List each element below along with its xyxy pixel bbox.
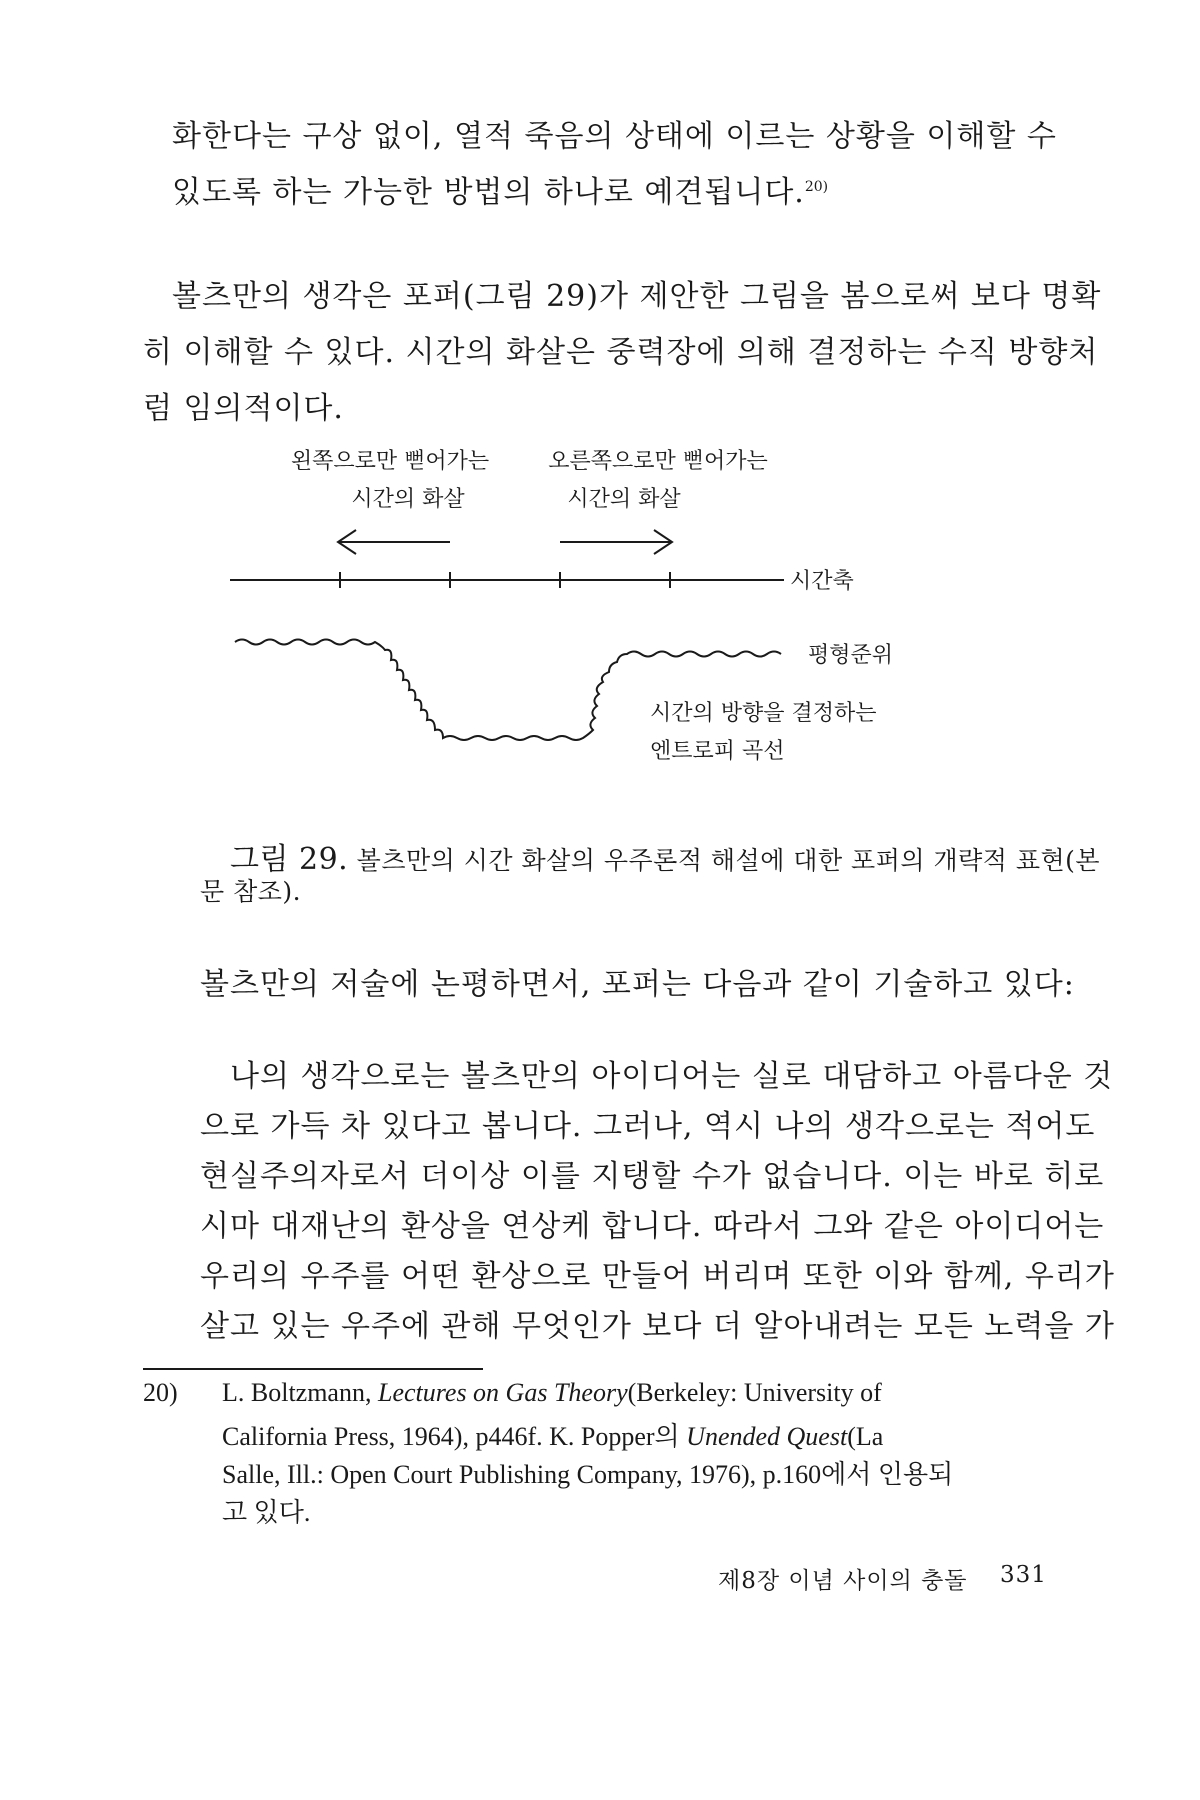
footnote-author: L. Boltzmann,: [222, 1378, 372, 1407]
footnote-line-4: 고 있다.: [222, 1498, 311, 1527]
footnote-book-title-1: Lectures on Gas Theory: [377, 1378, 628, 1407]
footnote-book-title-2: Unended Quest: [686, 1422, 848, 1451]
paragraph-2-line-2: 히 이해할 수 있다. 시간의 화살은 중력장에 의해 결정하는 수직 방향처: [143, 335, 1099, 370]
quote-line-1: 나의 생각으로는 볼츠만의 아이디어는 실로 대담하고 아름다운 것: [230, 1059, 1114, 1094]
right-arrow-label-line-1: 오른쪽으로만 뻗어가는: [548, 449, 768, 474]
footnote-publisher: (Berkeley: University of: [627, 1378, 882, 1407]
footnote-line-2: [222, 1416, 883, 1453]
time-axis-label: 시간축: [790, 569, 854, 594]
equilibrium-level-label: 평형준위: [808, 643, 894, 668]
quote-line-4: 시마 대재난의 환상을 연상케 합니다. 따라서 그와 같은 아이디어는: [200, 1209, 1105, 1244]
figure-caption-text: 볼츠만의 시간 화살의 우주론적 해설에 대한 포퍼의 개략적 표현(본: [356, 846, 1101, 875]
time-axis: [230, 572, 784, 588]
quote-line-3: 현실주의자로서 더이상 이를 지탱할 수가 없습니다. 이는 바로 히로: [200, 1159, 1105, 1194]
quote-line-5: 우리의 우주를 어떤 환상으로 만들어 버리며 또한 이와 함께, 우리가: [200, 1259, 1115, 1294]
footnote-citation-tail: (La: [847, 1422, 884, 1451]
entropy-curve-label-line-1: 시간의 방향을 결정하는: [650, 701, 877, 726]
paragraph-1-text: 있도록 하는 가능한 방법의 하나로 예견됩니다.: [172, 175, 805, 210]
paragraph-1-line-2: [172, 175, 829, 210]
entropy-curve-label-line-2: 엔트로피 곡선: [650, 739, 785, 764]
paragraph-2-line-3: 럼 임의적이다.: [143, 391, 344, 426]
figure-caption-line-1: [230, 834, 1100, 878]
left-arrow-label-line-1: 왼쪽으로만 뻗어가는: [290, 449, 490, 474]
quote-line-2: 으로 가득 차 있다고 봅니다. 그러나, 역시 나의 생각으로는 적어도: [200, 1109, 1096, 1144]
left-arrow: [338, 530, 450, 554]
footnote-line-3: Salle, Ill.: Open Court Publishing Company, 1976), p.160에서 인용되: [222, 1460, 954, 1489]
page-number: 331: [1000, 1562, 1047, 1588]
paragraph-3: 볼츠만의 저술에 논평하면서, 포퍼는 다음과 같이 기술하고 있다:: [200, 967, 1075, 1002]
paragraph-2-line-1: 볼츠만의 생각은 포퍼(그림 29)가 제안한 그림을 봄으로써 보다 명확: [172, 279, 1102, 314]
figure-29-diagram: [0, 440, 1200, 820]
figure-caption-line-2: 문 참조).: [200, 877, 302, 906]
footnote-citation: California Press, 1964), p446f. K. Popper의: [222, 1422, 680, 1451]
quote-line-6: 살고 있는 우주에 관해 무엇인가 보다 더 알아내려는 모든 노력을 가: [200, 1309, 1115, 1344]
left-arrow-label-line-2: 시간의 화살: [351, 487, 465, 512]
footnote-reference: 20): [804, 179, 829, 195]
paragraph-1-line-1: 화한다는 구상 없이, 열적 죽음의 상태에 이르는 상황을 이해할 수: [172, 119, 1057, 154]
right-arrow: [560, 530, 672, 554]
running-footer-chapter: 제8장 이념 사이의 충돌: [718, 1568, 968, 1594]
footnote-line-1: [222, 1378, 882, 1408]
right-arrow-label-line-2: 시간의 화살: [567, 487, 681, 512]
footnote-rule: [143, 1368, 483, 1370]
footnote-number: 20): [143, 1378, 178, 1407]
figure-number: 그림 29.: [230, 842, 349, 877]
